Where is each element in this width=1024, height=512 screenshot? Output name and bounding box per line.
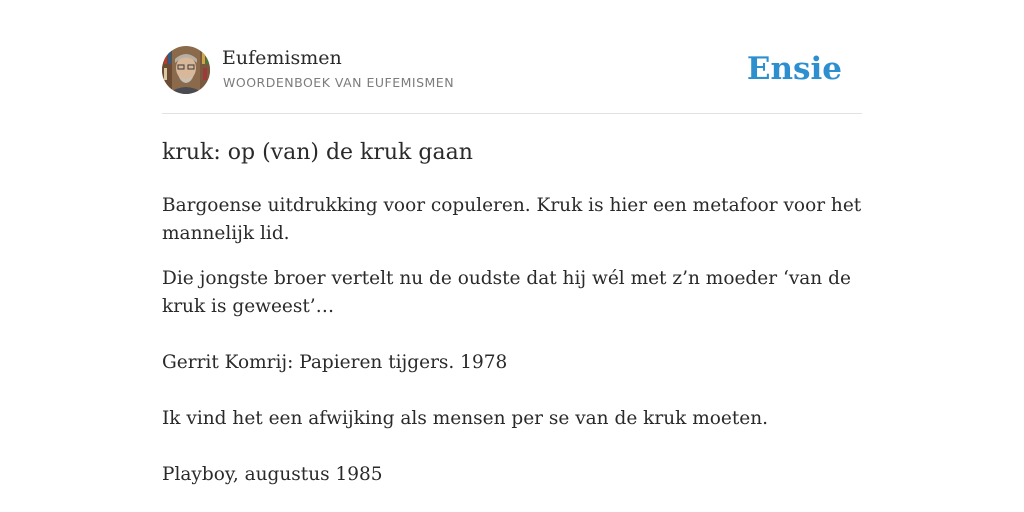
author-name[interactable]: Eufemismen xyxy=(222,47,342,69)
author-portrait-icon xyxy=(162,46,210,94)
quote-source: Gerrit Komrij: Papieren tijgers. 1978 xyxy=(162,352,508,373)
avatar[interactable] xyxy=(162,46,210,94)
entry-title: kruk: op (van) de kruk gaan xyxy=(162,140,473,165)
author-subtitle[interactable]: WOORDENBOEK VAN EUFEMISMEN xyxy=(223,75,455,90)
quote-source: Playboy, augustus 1985 xyxy=(162,464,383,485)
quote-text: Die jongste broer vertelt nu de oudste dat hij wél met z’n moeder ‘van de kruk is geweest’… xyxy=(162,268,851,317)
header xyxy=(162,46,862,96)
entry-content xyxy=(162,137,862,489)
divider xyxy=(162,113,862,114)
quote-text: Ik vind het een afwijking als mensen per se van de kruk moeten. xyxy=(162,408,769,429)
brand-logo[interactable]: Ensie xyxy=(746,51,842,87)
entry-definition: Bargoense uitdrukking voor copuleren. Kruk is hier een metafoor voor het mannelijk lid. xyxy=(162,195,862,244)
